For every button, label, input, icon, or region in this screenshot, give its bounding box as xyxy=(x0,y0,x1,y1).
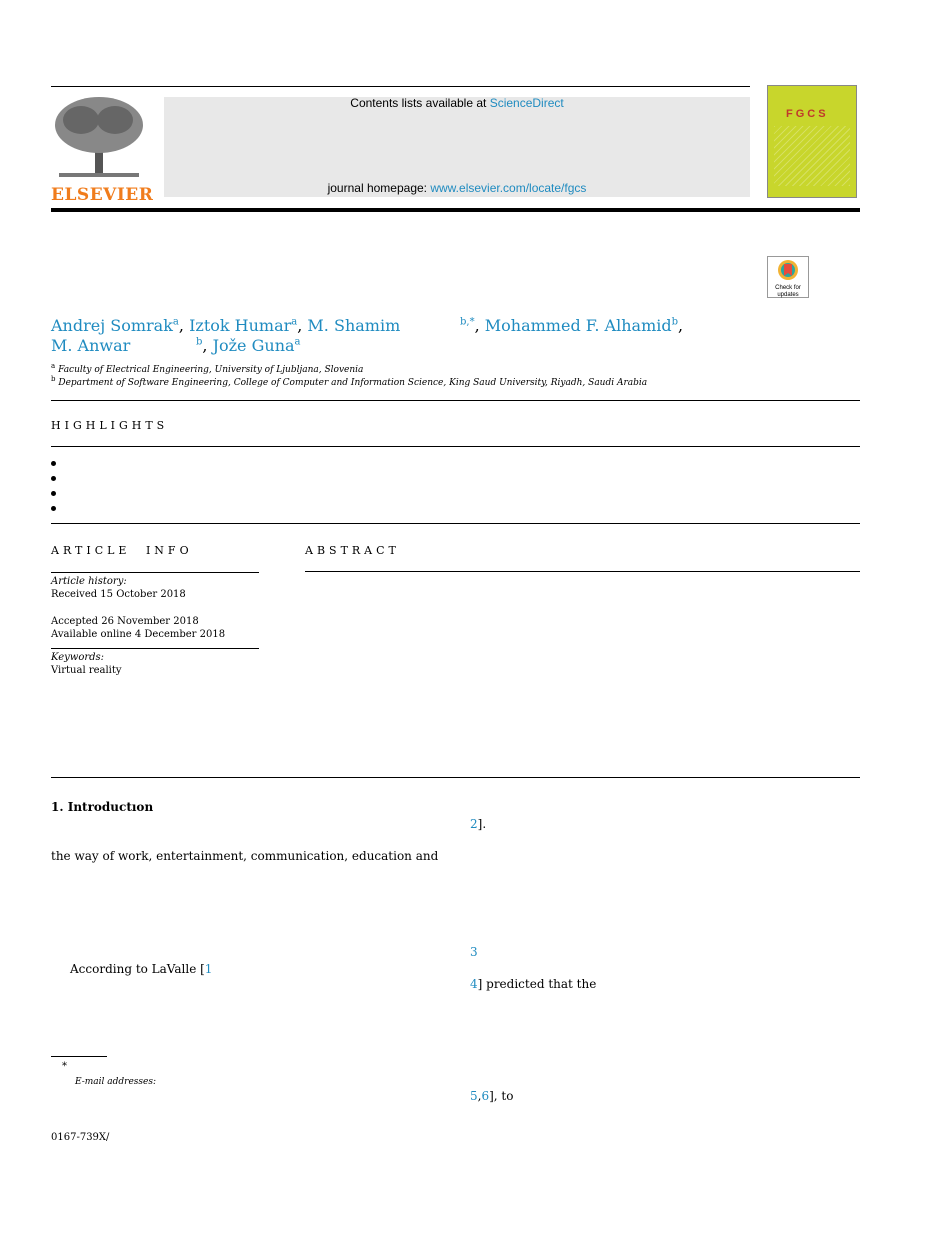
affiliation-b xyxy=(51,375,647,388)
highlight-bullet xyxy=(51,506,56,511)
right-ref-4 xyxy=(470,977,596,991)
elsevier-logo xyxy=(51,95,154,205)
lavalle-text: According to LaValle [ xyxy=(70,962,205,976)
check-updates-icon xyxy=(777,259,799,281)
article-info-heading: ARTICLE INFO xyxy=(51,544,193,557)
contents-line xyxy=(164,96,750,110)
affiliation-a-mark: a xyxy=(51,362,56,370)
highlight-bullet xyxy=(51,491,56,496)
author-anwar[interactable]: M. Anwar xyxy=(51,336,131,355)
section-title: 1. Introductıon xyxy=(51,800,154,814)
highlight-bullet xyxy=(51,476,56,481)
highlights-top-rule xyxy=(51,400,860,401)
author-somrak[interactable]: Andrej Somrak xyxy=(51,316,173,335)
author-line-1b: $^{b,*}$, Mohammed F. Alhamid$^b$, xyxy=(460,316,684,335)
affiliation-a xyxy=(51,362,363,375)
header-thick-rule xyxy=(51,208,860,212)
ref-6-link[interactable]: 6 xyxy=(481,1089,490,1103)
body-line: the way of work, entertainment, communication, education and xyxy=(51,849,439,863)
body-line-lavalle xyxy=(70,962,212,976)
author-alhamid-affil: b xyxy=(671,316,678,328)
affiliation-b-mark: b xyxy=(51,375,56,383)
right-ref-56: 5,6], to xyxy=(470,1089,514,1103)
elsevier-tree-icon xyxy=(51,95,147,181)
article-history-label: Article history: xyxy=(51,576,127,587)
footnote-rule xyxy=(51,1056,107,1057)
highlights-end-rule xyxy=(51,523,860,524)
right-ref-2 xyxy=(470,817,486,831)
contents-prefix: Contents lists available at xyxy=(350,96,490,110)
footnote-star: * xyxy=(62,1061,67,1072)
journal-cover xyxy=(767,85,857,198)
author-alhamid[interactable]: Mohammed F. Alhamid xyxy=(484,316,672,335)
abstract-heading: ABSTRACT xyxy=(305,544,400,557)
highlights-bottom-rule xyxy=(51,446,860,447)
affiliation-a-text: Faculty of Electrical Engineering, University of Ljubljana, Slovenia xyxy=(58,365,364,375)
ref-4-suffix: ] predicted that the xyxy=(477,977,597,991)
homepage-line xyxy=(164,181,750,195)
ref-2-suffix: ]. xyxy=(477,817,487,831)
journal-cover-title: FGCS xyxy=(786,108,829,120)
ref-4-link[interactable]: 4 xyxy=(470,977,478,991)
elsevier-wordmark: ELSEVIER xyxy=(51,185,154,205)
ref-1-link[interactable]: 1 xyxy=(204,962,213,976)
author-guna-affil: a xyxy=(294,336,301,348)
author-humar-affil: a xyxy=(291,316,298,328)
front-matter-end-rule xyxy=(51,777,860,778)
journal-homepage-link[interactable]: www.elsevier.com/locate/fgcs xyxy=(430,181,587,195)
check-for-updates-badge[interactable] xyxy=(767,256,809,298)
homepage-prefix: journal homepage: xyxy=(327,181,431,195)
ref-3-link[interactable]: 3 xyxy=(470,945,478,959)
author-somrak-affil: a xyxy=(172,316,179,328)
right-ref-3 xyxy=(470,945,478,959)
author-shamim[interactable]: M. Shamim xyxy=(307,316,401,335)
footnote-email-label: E-mail addresses: xyxy=(75,1077,157,1087)
header-top-rule xyxy=(51,86,750,87)
keywords-label: Keywords: xyxy=(51,652,105,663)
ref-56-suffix: ], to xyxy=(489,1089,514,1103)
author-humar[interactable]: Iztok Humar xyxy=(189,316,292,335)
keywords-rule xyxy=(51,648,259,649)
ref-5-link[interactable]: 5 xyxy=(470,1089,478,1103)
online-date: Available online 4 December 2018 xyxy=(51,629,226,640)
abstract-rule xyxy=(305,571,860,572)
author-line-2b: $^b$, Jože Guna$^a$ xyxy=(196,336,301,355)
author-line-2 xyxy=(51,336,130,355)
highlights-heading: HIGHLIGHTS xyxy=(51,419,169,432)
author-line-1: Andrej Somrak$^a$, Iztok Humar$^a$, M. Shamim xyxy=(51,316,401,335)
author-shamim-affil: b,* xyxy=(460,316,475,328)
received-date: Received 15 October 2018 xyxy=(51,589,186,600)
author-anwar-affil: b xyxy=(196,336,203,348)
accepted-date: Accepted 26 November 2018 xyxy=(51,616,199,627)
cover-pattern xyxy=(774,126,850,186)
affiliation-b-text: Department of Software Engineering, College of Computer and Information Science, King Saud University, Riyadh, Saudi Arabia xyxy=(58,378,648,388)
sciencedirect-link[interactable]: ScienceDirect xyxy=(489,96,564,110)
keyword-item: Virtual reality xyxy=(51,665,122,676)
issn: 0167-739X/ xyxy=(51,1132,110,1143)
ref-2-link[interactable]: 2 xyxy=(470,817,478,831)
article-info-rule xyxy=(51,572,259,573)
highlight-bullet xyxy=(51,461,56,466)
check-updates-label: Check for updates xyxy=(775,285,801,298)
author-guna[interactable]: Jože Guna xyxy=(212,336,295,355)
